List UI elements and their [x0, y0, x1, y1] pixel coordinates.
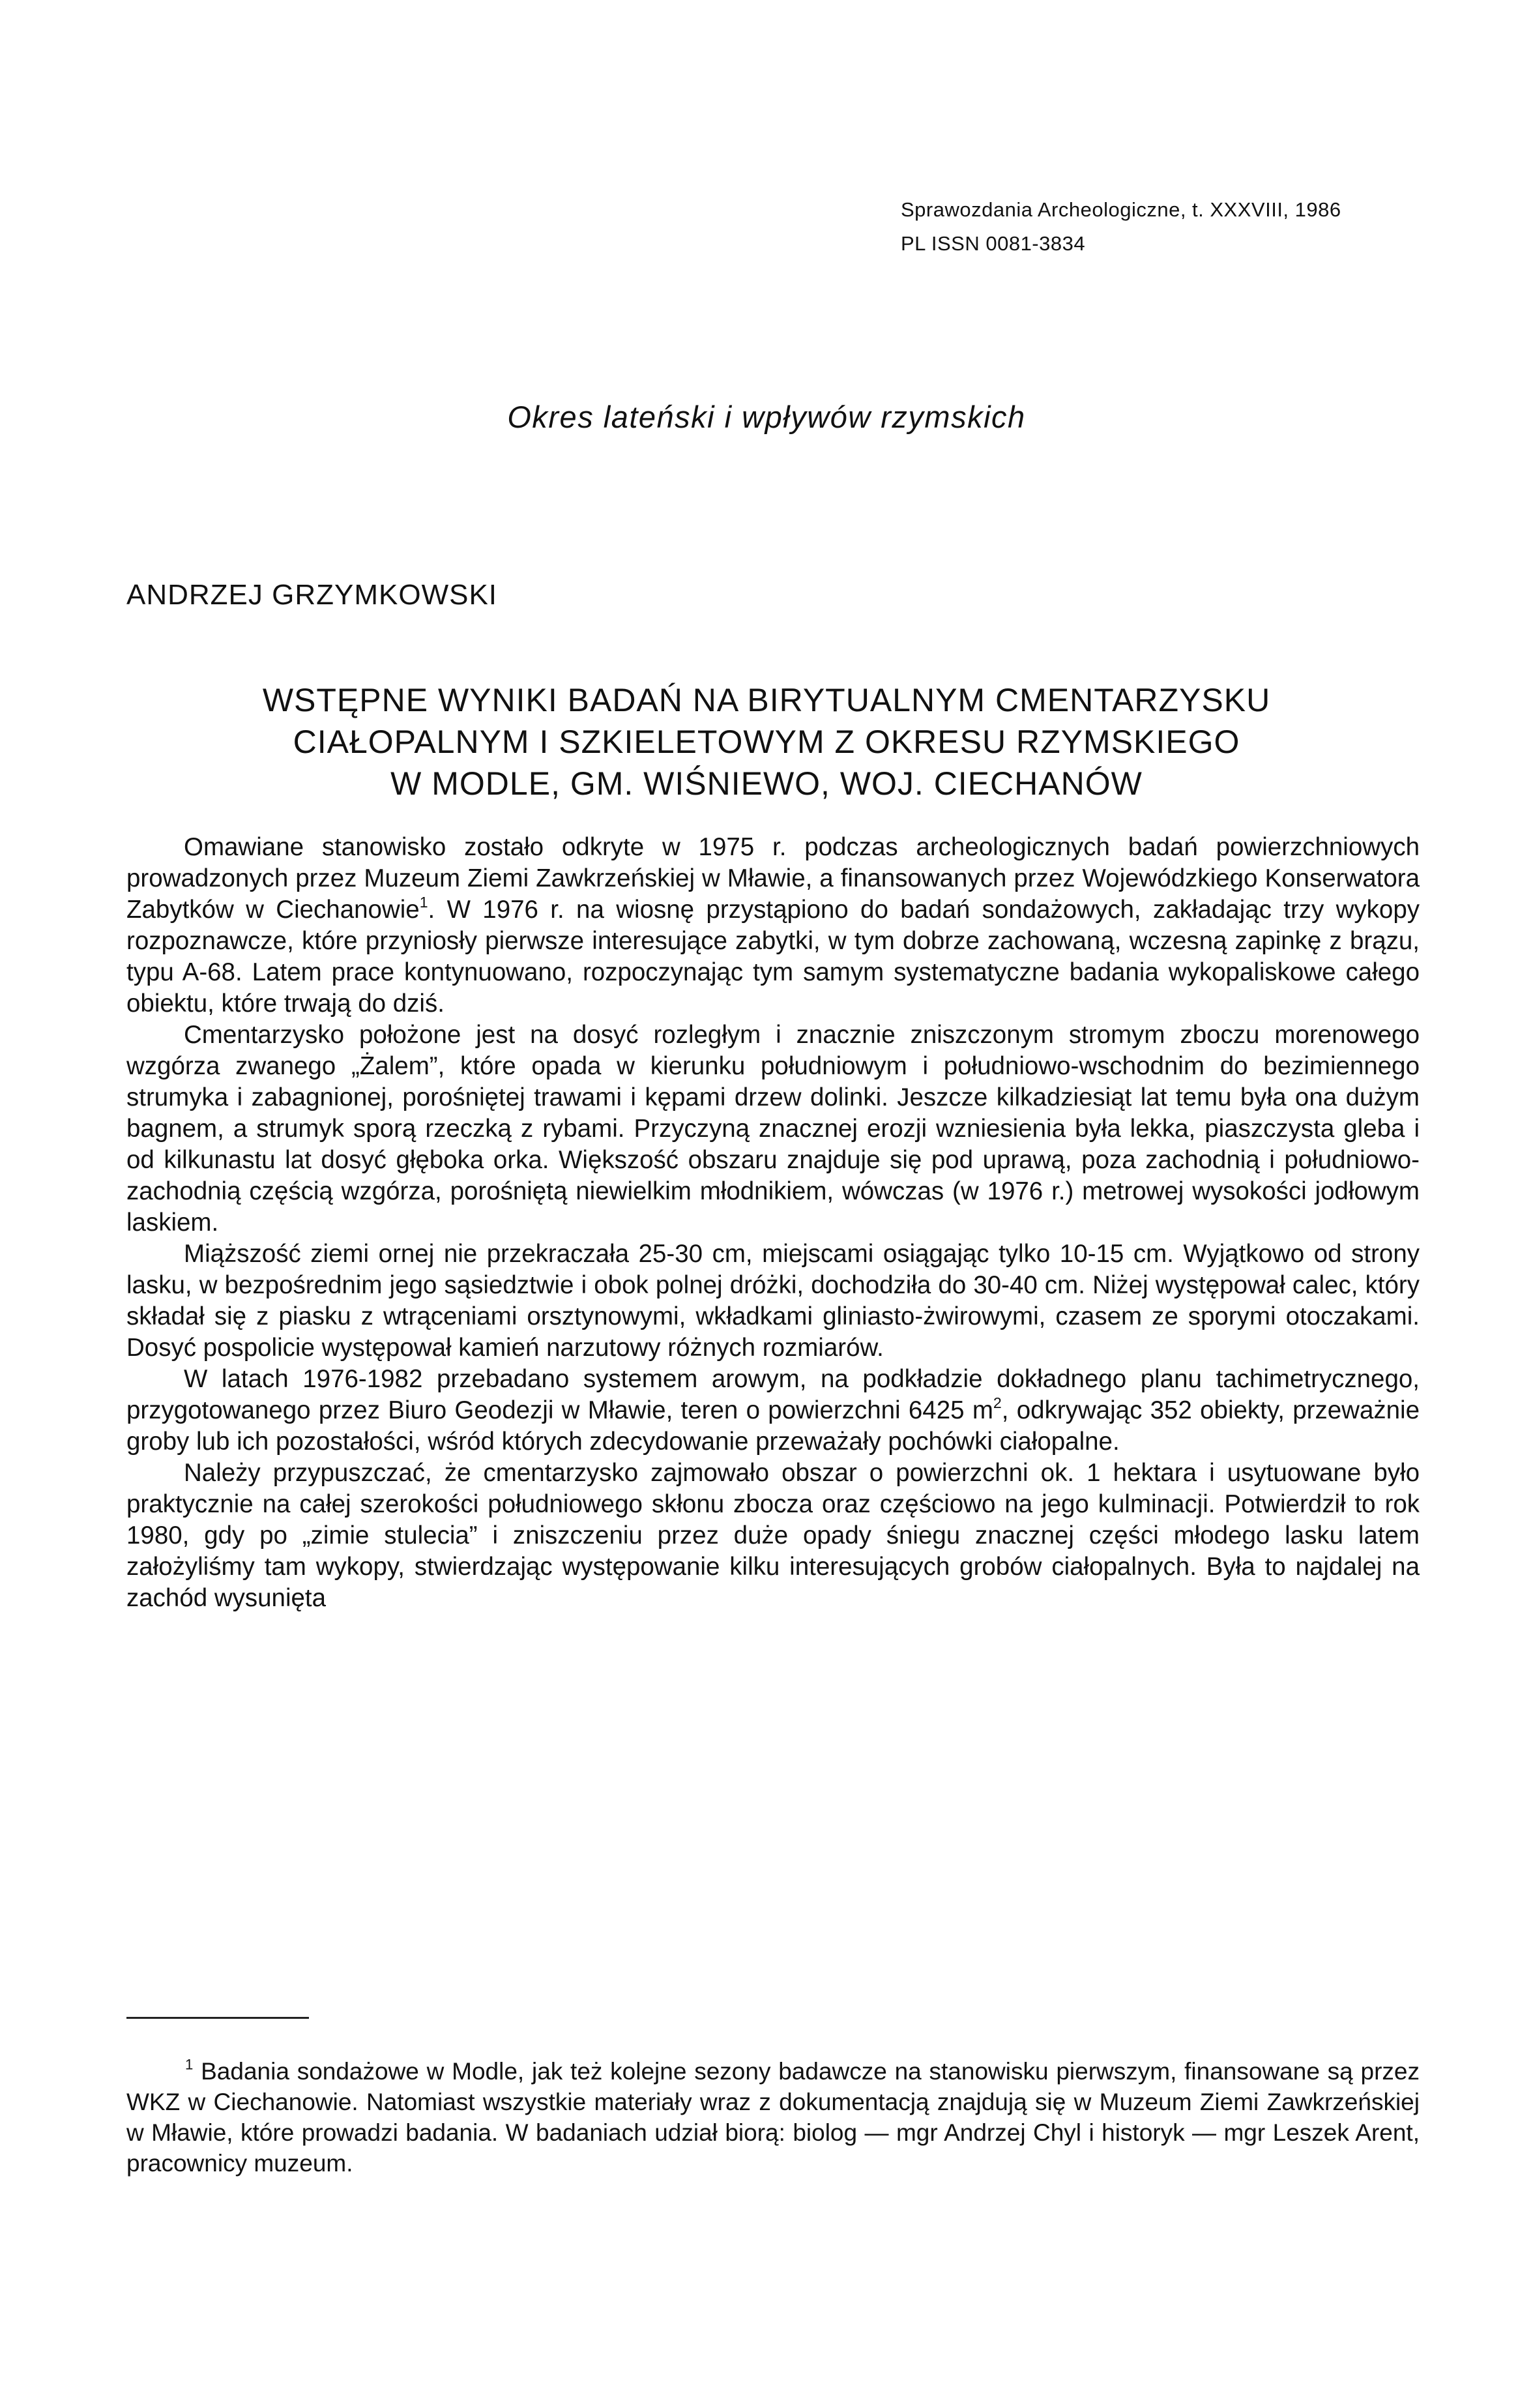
article-title-line-2: CIAŁOPALNYM I SZKIELETOWYM Z OKRESU RZYMSKIEGO: [293, 724, 1240, 760]
paragraph-4: [126, 1364, 1420, 1458]
paragraph-3: Miąższość ziemi ornej nie przekraczała 25-30 cm, miejscami osiągając tylko 10-15 cm. Wyjątkowo od strony lasku, w bezpośrednim jego sąsiedztwie i obok polnej dróżki, dochodziła do 30-40 cm. Niżej występował calec, który składał się z piasku z wtrąceniami orsztynowymi, wkładkami gliniasto-żwirowymi, czasem ze sporymi otoczakami. Dosyć pospolicie występował kamień narzutowy różnych rozmiarów.: [126, 1240, 1420, 1362]
paragraph-5: Należy przypuszczać, że cmentarzysko zajmowało obszar o powierzchni ok. 1 hektara i usytuowane było praktycznie na całej szerokości południowego skłonu zbocza oraz częściowo na jego kulminacji. Potwierdził to rok 1980, gdy po „zimie stulecia” i zniszczeniu przez duże opady śniegu znacznej części młodego lasku latem założyliśmy tam wykopy, stwierdzając występowanie kilku interesujących grobów ciałopalnych. Była to najdalej na zachód wysunięta: [126, 1459, 1420, 1612]
article-title: [0, 679, 1533, 804]
footnote-text: Badania sondażowe w Modle, jak też kolejne sezony badawcze na stanowisku pierwszym, finansowane są przez WKZ w Ciechanowie. Natomiast wszystkie materiały wraz z dokumentacją znajdują się w Muzeum Ziemi Zawkrzeńskiej w Mławie, które prowadzi badania. W badaniach udział biorą: biolog — mgr Andrzej Chyl i historyk — mgr Leszek Arent, pracownicy muzeum.: [126, 2058, 1420, 2177]
paragraph-4-text-a: W latach 1976-1982 przebadano systemem arowym, na podkładzie dokładnego planu tachimetrycznego, przygotowanego przez Biuro Geodezji w Mławie, teren o powierzchni 6425 m: [126, 1365, 1420, 1424]
footnote-marker: 1: [185, 2056, 194, 2073]
area-exponent: 2: [993, 1394, 1002, 1411]
footnote-divider: [126, 2017, 309, 2019]
section-title: Okres lateński i wpływów rzymskich: [507, 400, 1026, 434]
paragraph-1: [126, 832, 1420, 1020]
article-title-line-1: WSTĘPNE WYNIKI BADAŃ NA BIRYTUALNYM CMENTARZYSKU: [262, 682, 1271, 718]
article-title-line-3: W MODLE, GM. WIŚNIEWO, WOJ. CIECHANÓW: [390, 765, 1143, 802]
paragraph-1-text-a: Omawiane stanowisko zostało odkryte w 1975 r. podczas archeologicznych badań powierzchniowych prowadzonych przez Muzeum Ziemi Zawkrzeńskiej w Mławie, a finansowanych przez Wojewódzkiego Konserwatora Zabytków w Ciechanowie: [126, 833, 1420, 924]
journal-header: [901, 193, 1341, 261]
journal-citation: Sprawozdania Archeologiczne, t. XXXVIII, 1986: [901, 198, 1341, 221]
paragraph-1-text-b: . W 1976 r. na wiosnę przystąpiono do badań sondażowych, zakładając trzy wykopy rozpoznawcze, które przyniosły pierwsze interesujące zabytki, w tym dobrze zachowaną, wczesną zapinkę z brązu, typu A-68. Latem prace kontynuowano, rozpoczynając tym samym systematyczne badania wykopaliskowe całego obiektu, które trwają do dziś.: [126, 896, 1420, 1018]
issn-line: PL ISSN 0081-3834: [901, 232, 1086, 255]
article-body: [126, 832, 1420, 1614]
footnote: [126, 2056, 1420, 2179]
paragraph-2: Cmentarzysko położone jest na dosyć rozległym i znacznie zniszczonym stromym zboczu morenowego wzgórza zwanego „Żalem”, które opada w kierunku południowym i południowo-wschodnim do bezimiennego strumyka i zabagnionej, porośniętej trawami i kępami drzew dolinki. Jeszcze kilkadziesiąt lat temu była ona dużym bagnem, a strumyk sporą rzeczką z rybami. Przyczyną znacznej erozji wzniesienia była lekka, piaszczysta gleba i od kilkunastu lat dosyć głęboka orka. Większość obszaru znajduje się pod uprawą, poza zachodnią i południowo-zachodnią częścią wzgórza, porośniętą niewielkim młodnikiem, wówczas (w 1976 r.) metrowej wysokości jodłowym laskiem.: [126, 1021, 1420, 1237]
author-name: ANDRZEJ GRZYMKOWSKI: [126, 579, 498, 611]
footnote-ref: 1: [419, 893, 428, 911]
paragraph-4-text-b: , odkrywając 352 obiekty, przeważnie groby lub ich pozostałości, wśród których zdecydowanie przeważały pochówki ciałopalne.: [126, 1396, 1420, 1456]
